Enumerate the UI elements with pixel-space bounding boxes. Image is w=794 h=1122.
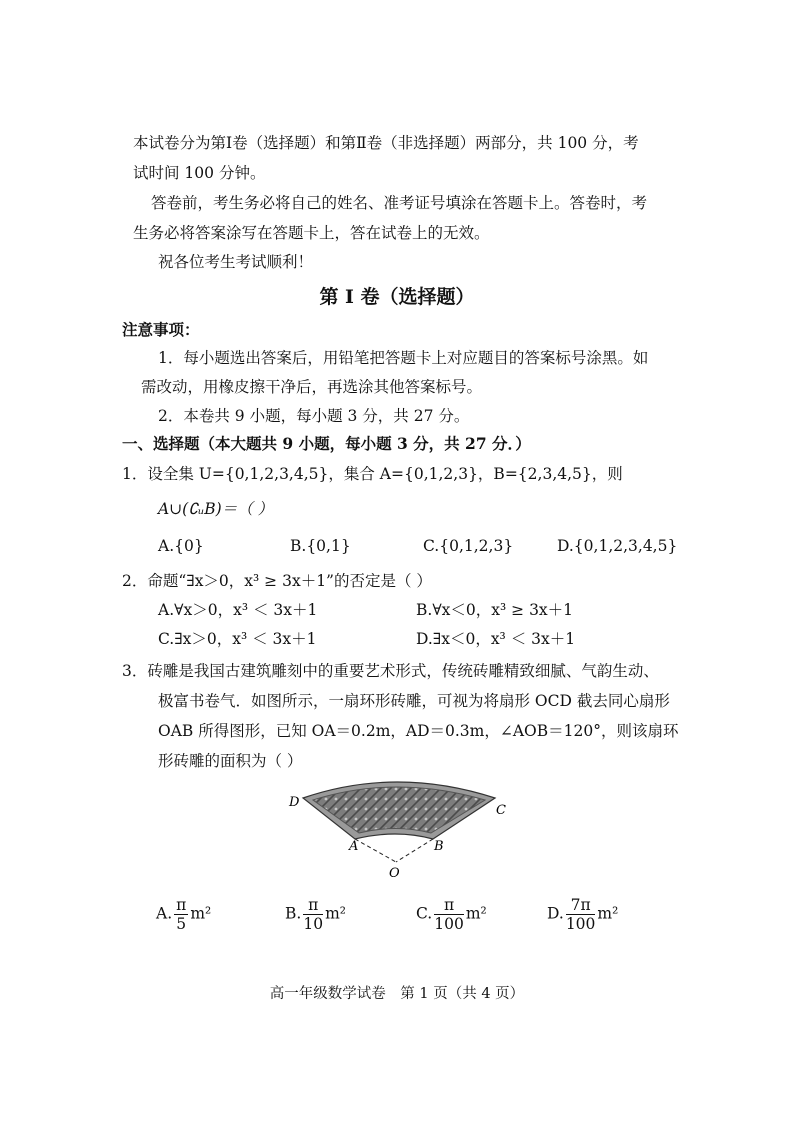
- q1-option-c: C.{0,1,2,3}: [423, 537, 514, 555]
- intro-paragraph-2-line-2: 生务必将答案涂写在答题卡上，答在试卷上的无效。: [133, 224, 490, 242]
- q3-option-d-unit: m²: [597, 904, 619, 923]
- notes-item-1-line-1: 1．每小题选出答案后，用铅笔把答题卡上对应题目的答案标号涂黑。如: [158, 349, 649, 367]
- q3-option-d-letter: D.: [547, 904, 564, 923]
- label-d: D: [289, 795, 300, 810]
- q3-option-c-denominator: 100: [434, 915, 464, 933]
- q3-option-b: [285, 896, 346, 933]
- q3-option-a-letter: A.: [156, 904, 173, 923]
- q3-stem-line-1: 3．砖雕是我国古建筑雕刻中的重要艺术形式，传统砖雕精致细腻、气韵生动、: [122, 662, 659, 680]
- q3-option-c: [416, 896, 487, 933]
- q1-stem-line-2: A∪(∁ᵤB)＝（ ）: [158, 500, 274, 518]
- label-a: A: [349, 839, 359, 854]
- q1-option-d: D.{0,1,2,3,4,5}: [557, 537, 678, 555]
- part-heading: 一、选择题（本大题共 9 小题，每小题 3 分，共 27 分．）: [122, 434, 531, 453]
- q3-option-b-fraction: [303, 896, 323, 933]
- notes-item-2: 2．本卷共 9 小题，每小题 3 分，共 27 分。: [158, 407, 470, 425]
- q3-option-c-fraction: [434, 896, 464, 933]
- q2-option-c: C.∃x＞0，x³ ＜ 3x＋1: [158, 630, 317, 648]
- q1-option-b: B.{0,1}: [290, 537, 351, 555]
- label-b: B: [434, 839, 444, 854]
- intro-paragraph-1-line-2: 试时间 100 分钟。: [133, 164, 266, 182]
- q2-stem: 2．命题“∃x＞0，x³ ≥ 3x＋1”的否定是（ ）: [122, 572, 432, 590]
- q3-option-c-unit: m²: [465, 904, 487, 923]
- q3-stem-line-3: OAB 所得图形，已知 OA＝0.2m，AD＝0.3m，∠AOB＝120°，则该扇环: [158, 722, 679, 740]
- annular-sector-figure: [283, 776, 523, 884]
- q3-option-a-fraction: [174, 896, 188, 933]
- q3-stem-line-2: 极富书卷气．如图所示，一扇环形砖雕，可视为将扇形 OCD 截去同心扇形: [158, 692, 670, 710]
- annular-sector-diagram: [283, 776, 523, 880]
- q3-stem-line-4: 形砖雕的面积为（ ）: [158, 752, 303, 770]
- q3-option-a-denominator: 5: [176, 915, 187, 933]
- q3-option-b-unit: m²: [325, 904, 346, 923]
- q3-option-d-denominator: 100: [565, 915, 596, 933]
- q3-option-b-letter: B.: [285, 904, 302, 923]
- q3-option-c-letter: C.: [416, 904, 433, 923]
- notes-heading: 注意事项：: [122, 320, 200, 339]
- q3-option-d-fraction: [566, 896, 596, 933]
- notes-item-1-line-2: 需改动，用橡皮擦干净后，再选涂其他答案标号。: [141, 378, 483, 396]
- page-footer: 高一年级数学试卷 第 1 页（共 4 页）: [269, 986, 525, 1002]
- q3-option-b-numerator: π: [303, 896, 323, 915]
- label-o: O: [389, 866, 400, 880]
- q3-option-a: [156, 896, 211, 933]
- q3-option-d: [547, 896, 618, 933]
- q3-option-b-denominator: 10: [303, 915, 324, 933]
- q3-option-c-numerator: π: [434, 896, 464, 915]
- label-c: C: [496, 803, 506, 818]
- q1-stem-line-1: 1．设全集 U={0,1,2,3,4,5}，集合 A={0,1,2,3}，B={2,3,4,5}，则: [122, 465, 623, 483]
- intro-paragraph-1-line-1: 本试卷分为第Ⅰ卷（选择题）和第Ⅱ卷（非选择题）两部分，共 100 分，考: [133, 134, 639, 152]
- q2-option-b: B.∀x＜0，x³ ≥ 3x＋1: [416, 601, 574, 619]
- q3-option-d-numerator: 7π: [566, 896, 596, 915]
- section-title: 第 I 卷（选择题）: [319, 286, 475, 308]
- q3-option-a-numerator: π: [176, 896, 187, 914]
- q2-option-d: D.∃x＜0，x³ ＜ 3x＋1: [416, 630, 576, 648]
- q1-option-a: A.{0}: [158, 537, 204, 555]
- q3-option-a-unit: m²: [190, 904, 212, 923]
- intro-paragraph-3: 祝各位考生考试顺利！: [158, 253, 314, 271]
- q2-option-a: A.∀x＞0，x³ ＜ 3x＋1: [158, 601, 318, 619]
- intro-paragraph-2-line-1: 答卷前，考生务必将自己的姓名、准考证号填涂在答题卡上。答卷时，考: [151, 194, 648, 212]
